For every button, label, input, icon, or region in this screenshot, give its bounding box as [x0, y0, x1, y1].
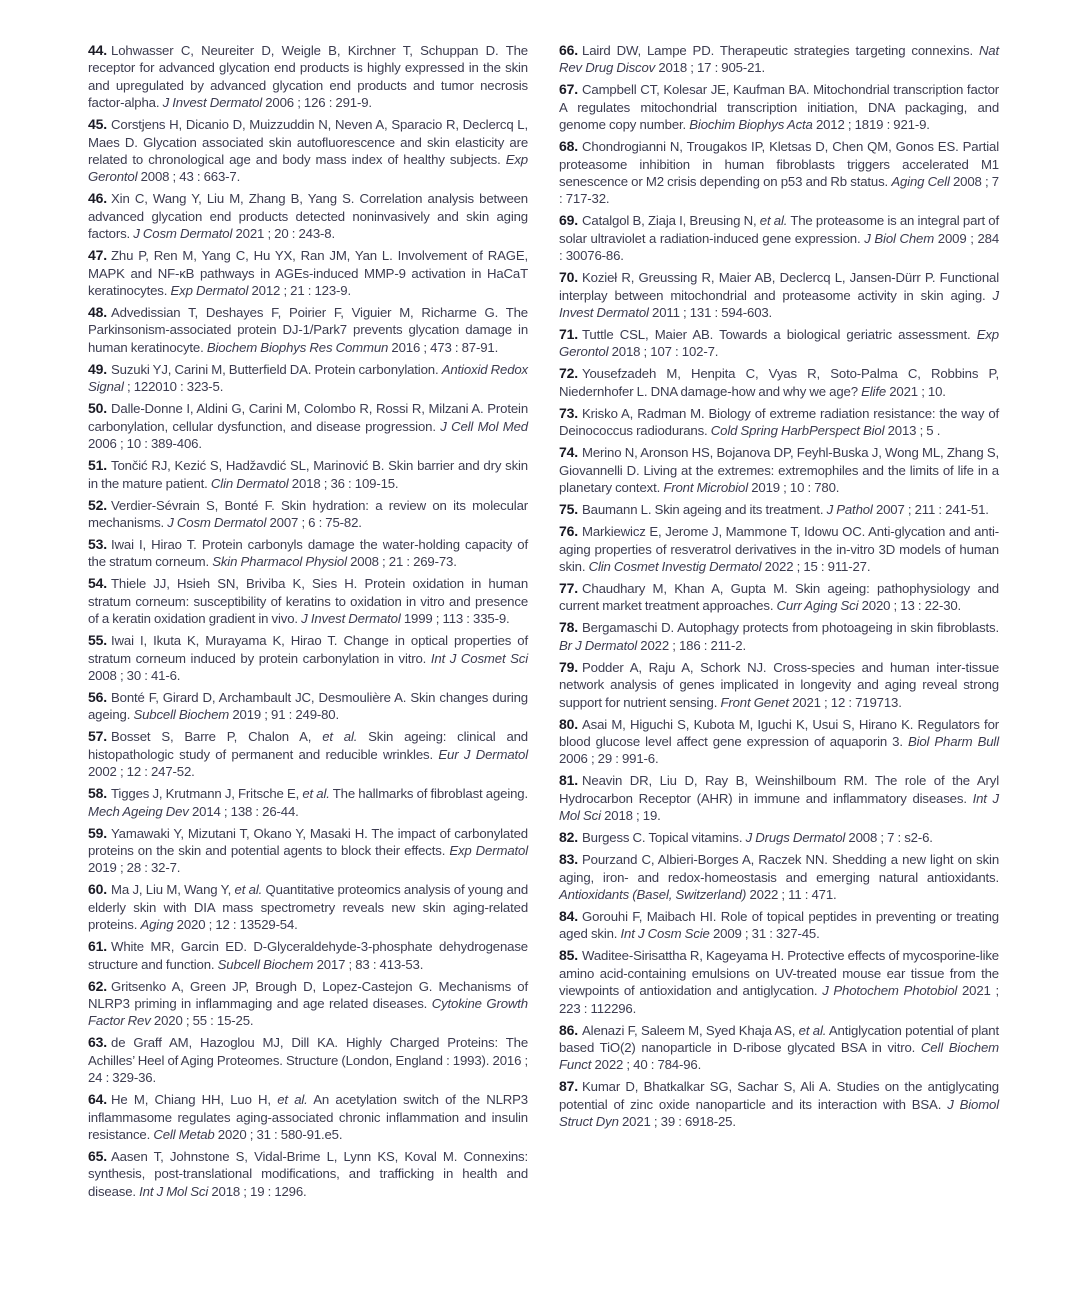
reference-entry — [559, 1022, 999, 1074]
reference-details: 2018 ; 17 : 905-21. — [658, 60, 765, 76]
reference-entry — [88, 42, 528, 112]
reference-number: 55. — [88, 632, 108, 649]
reference-title: Skin changes during ageing. — [88, 689, 528, 723]
reference-details: 2002 ; 12 : 247-52. — [88, 764, 195, 780]
reference-etal: et al. — [322, 729, 358, 745]
reference-journal: Front Microbiol — [663, 480, 748, 496]
reference-entry — [88, 497, 528, 532]
reference-authors: Iwai I, Hirao T. — [111, 536, 197, 552]
reference-entry — [559, 716, 999, 768]
reference-number: 62. — [88, 977, 108, 994]
reference-title: Autophagy protects from photoageing in skin fibroblasts. — [677, 620, 999, 636]
reference-journal: Int J Mol Sci — [559, 790, 999, 824]
reference-title: The receptor for advanced glycation end products is highly expressed in the skin and upregulated by advanced glycation end products and tumor necrosis factor-alpha. — [88, 43, 528, 111]
reference-authors: Bonté F, Girard D, Archambault JC, Desmoulière A. — [111, 689, 407, 705]
reference-journal: Subcell Biochem — [217, 956, 314, 972]
reference-entry — [88, 536, 528, 571]
reference-journal: Antioxidants (Basel, Switzerland) — [559, 886, 747, 902]
reference-number: 60. — [88, 881, 108, 898]
reference-details: 2016 ; 473 : 87-91. — [391, 339, 499, 355]
reference-details: 2012 ; 21 : 123-9. — [251, 283, 351, 299]
reference-entry — [559, 269, 999, 321]
reference-entry — [88, 190, 528, 242]
reference-authors: Tončić RJ, Kezić S, Hadžavdić SL, Marinović B. — [111, 458, 385, 474]
reference-entry — [88, 689, 528, 724]
reference-details: 2018 ; 36 : 109-15. — [291, 475, 399, 491]
reference-entry — [559, 365, 999, 400]
reference-number: 79. — [559, 658, 579, 675]
reference-journal: Exp Dermatol — [449, 842, 528, 858]
reference-authors: Krisko A, Radman M. — [582, 405, 705, 421]
reference-journal: Int J Cosm Scie — [620, 926, 710, 942]
reference-journal: Biol Pharm Bull — [907, 733, 999, 749]
reference-etal: et al. — [798, 1022, 827, 1038]
reference-authors: Yousefzadeh M, Henpita C, Vyas R, Soto-Palma C, Robbins P, Niedernhofer L. — [559, 366, 999, 399]
reference-journal: Int J Cosmet Sci — [430, 650, 529, 666]
reference-title: Protein oxidation in human stratum corneum: susceptibility of keratins to oxidation in vitro and presence of a keratin oxidation gradient in vivo. — [88, 576, 529, 627]
reference-title: Skin ageing and its treatment. — [654, 502, 824, 518]
reference-title: Involvement of RAGE, MAPK and NF-κB pathways in AGEs-induced MMP-9 activation in HaCaT keratinocytes. — [88, 248, 529, 299]
reference-title: Mechanisms of NLRP3 priming in inflammaging and age related diseases. — [88, 978, 528, 1011]
reference-details: 2009 ; 284 : 30076-86. — [559, 230, 1000, 264]
reference-details: 2020 ; 13 : 22-30. — [861, 598, 962, 614]
reference-title: Protective effects of mycosporine-like amino acid-containing emulsions on UV-treated mouse ear tissue from the viewpoints of antioxidation and antiglycation. — [559, 948, 999, 999]
reference-journal: Cold Spring HarbPerspect Biol — [710, 423, 885, 439]
reference-authors: Iwai I, Ikuta K, Murayama K, Hirao T. — [111, 633, 338, 649]
reference-details: ; 122010 : 323-5. — [126, 379, 224, 395]
reference-journal: Nat Rev Drug Discov — [559, 43, 1000, 76]
reference-journal: Cell Biochem Funct — [559, 1040, 999, 1073]
reference-title: Skin hydration: a review on its molecular mechanisms. — [88, 497, 528, 530]
reference-title: Glycation associated skin autofluorescence and skin elasticity are related to chronological age and body mass index of healthy subjects. — [88, 134, 529, 168]
reference-journal: Elife — [861, 383, 887, 399]
reference-number: 61. — [88, 938, 108, 955]
reference-journal: Exp Gerontol — [88, 152, 528, 185]
reference-details: 2021 ; 223 : 112296. — [559, 983, 999, 1016]
reference-title: Shedding a new light on skin aging, iron- and redox-homeostasis and emerging natural antioxidants. — [559, 852, 1000, 885]
reference-etal: et al. — [234, 882, 263, 898]
reference-authors: Ma J, Liu M, Wang Y, — [111, 882, 232, 898]
reference-title: Protein carbonylation, cellular dysfunction, and disease progression. — [88, 401, 529, 434]
reference-entry — [88, 361, 528, 396]
reference-journal: Subcell Biochem — [133, 707, 230, 723]
reference-title: The proteasome is an integral part of solar ultraviolet a radiation-induced gene expression. — [559, 213, 1000, 246]
reference-journal: Clin Cosmet Investig Dermatol — [588, 558, 762, 574]
reference-details: 2018 ; 19. — [604, 808, 661, 824]
reference-title: Biology of extreme radiation resistance: the way of Deinococcus radiodurans. — [559, 405, 1000, 439]
reference-number: 77. — [559, 579, 579, 596]
reference-title: The Parkinsonism-associated protein DJ-1/Park7 prevents glycation damage in human keratinocyte. — [88, 305, 528, 355]
reference-number: 46. — [88, 190, 108, 207]
reference-number: 48. — [88, 304, 108, 321]
reference-details: 2022 ; 40 : 784-96. — [594, 1057, 702, 1073]
reference-title: Highly Charged Proteins: The Achilles’ Heel of Aging Proteomes. Structure (London, England : 1993). — [88, 1035, 529, 1068]
reference-authors: Kumar D, Bhatkalkar SG, Sachar S, Ali A. — [582, 1079, 832, 1095]
reference-details: 2021 ; 39 : 6918-25. — [621, 1114, 736, 1130]
reference-journal: Exp Gerontol — [559, 327, 999, 360]
reference-journal: Cytokine Growth Factor Rev — [88, 996, 528, 1029]
reference-entry — [88, 825, 528, 877]
reference-column-right — [559, 42, 999, 1205]
reference-title: Connexins: synthesis, post-translational modifications, and trafficking in health and disease. — [88, 1149, 528, 1199]
reference-authors: Merino N, Aronson HS, Bojanova DP, Feyhl-Buska J, Wong ML, Zhang S, Giovannelli D. — [559, 445, 999, 478]
reference-entry — [559, 212, 999, 264]
reference-authors: Asai M, Higuchi S, Kubota M, Iguchi K, Usui S, Hirano K. — [582, 716, 914, 732]
reference-details: 2006 ; 10 : 389-406. — [88, 436, 202, 452]
reference-entry — [88, 116, 528, 186]
reference-entry — [88, 1148, 528, 1200]
reference-details: 2006 ; 29 : 991-6. — [559, 751, 659, 767]
reference-journal: Aging Cell — [891, 174, 950, 190]
reference-title: Quantitative proteomics analysis of young and elderly skin with DIA mass spectrometry reveals new skin aging-related proteins. — [88, 882, 529, 933]
reference-number: 64. — [88, 1091, 108, 1108]
reference-details: 2014 ; 138 : 26-44. — [191, 803, 299, 819]
reference-number: 85. — [559, 947, 579, 964]
reference-details: 2006 ; 126 : 291-9. — [265, 95, 372, 111]
reference-entry — [559, 947, 999, 1017]
reference-authors: Suzuki YJ, Carini M, Butterfield DA. — [111, 361, 312, 377]
reference-journal: J Pathol — [826, 502, 873, 518]
reference-authors: Pourzand C, Albieri-Borges A, Raczek NN. — [582, 852, 828, 868]
reference-journal: Cell Metab — [153, 1127, 215, 1143]
reference-number: 58. — [88, 785, 108, 802]
reference-authors: Catalgol B, Ziaja I, Breusing N, — [582, 213, 757, 229]
reference-authors: Xin C, Wang Y, Liu M, Zhang B, Yang S. — [111, 191, 355, 207]
reference-title: Protein carbonylation. — [314, 361, 439, 377]
reference-title: Cross-species and human inter-tissue network analysis of genes implicated in longevity and aging reveal strong support for nutrient sensing. — [559, 659, 1000, 710]
reference-authors: Tigges J, Krutmann J, Fritsche E, — [111, 786, 300, 802]
reference-details: 2007 ; 211 : 241-51. — [875, 502, 989, 518]
reference-number: 84. — [559, 907, 579, 924]
reference-title: Role of topical peptides in preventing or treating aged skin. — [559, 908, 999, 942]
reference-journal: J Cosm Dermatol — [167, 514, 267, 530]
reference-journal: J Invest Dermatol — [162, 95, 263, 111]
reference-number: 73. — [559, 404, 579, 421]
reference-authors: Laird DW, Lampe PD. — [582, 43, 715, 58]
reference-details: 2013 ; 5 . — [887, 423, 941, 439]
reference-number: 86. — [559, 1021, 579, 1038]
reference-number: 67. — [559, 81, 579, 98]
reference-number: 75. — [559, 501, 579, 518]
reference-details: 2008 ; 7 : s2-6. — [848, 830, 933, 846]
reference-entry — [559, 501, 999, 518]
reference-entry — [88, 1091, 528, 1143]
reference-authors: Lohwasser C, Neureiter D, Weigle B, Kirchner T, Schuppan D. — [111, 43, 499, 58]
reference-details: 2022 ; 186 : 211-2. — [640, 637, 746, 653]
reference-number: 66. — [559, 42, 579, 58]
reference-authors: He M, Chiang HH, Luo H, — [111, 1092, 271, 1108]
reference-title: Functional interplay between mitochondrial and proteasome activity in skin aging. — [559, 270, 999, 303]
reference-journal: Int J Mol Sci — [139, 1183, 209, 1199]
reference-journal: J Biol Chem — [864, 230, 935, 246]
reference-authors: de Graff AM, Hazoglou MJ, Dill KA. — [111, 1035, 338, 1051]
reference-authors: Tuttle CSL, Maier AB. — [582, 327, 714, 343]
reference-authors: Aasen T, Johnstone S, Vidal-Brime L, Lynn KS, Koval M. — [111, 1149, 458, 1165]
reference-entry — [88, 881, 528, 933]
reference-details: 2022 ; 15 : 911-27. — [764, 558, 871, 574]
reference-journal: Biochim Biophys Acta — [689, 117, 813, 133]
reference-entry — [559, 326, 999, 361]
reference-entry — [559, 405, 999, 440]
reference-number: 44. — [88, 42, 108, 58]
reference-details: 2020 ; 55 : 15-25. — [153, 1013, 254, 1029]
reference-journal: J Invest Dermatol — [559, 287, 999, 321]
reference-authors: Markiewicz E, Jerome J, Mammone T, Idowu OC. — [582, 524, 866, 540]
reference-title: Mitochondrial transcription factor A regulates mitochondrial transcription initiation, DNA packaging, and genome copy number. — [559, 82, 1000, 133]
reference-title: Living at the extremes: extremophiles and the limits of life in a planetary context. — [559, 462, 999, 496]
reference-number: 81. — [559, 772, 579, 789]
reference-list — [88, 42, 1010, 1205]
reference-journal: Skin Pharmacol Physiol — [212, 554, 347, 570]
reference-details: 2007 ; 6 : 75-82. — [269, 514, 362, 530]
reference-details: 2018 ; 107 : 102-7. — [611, 344, 719, 360]
reference-title: The impact of carbonylated proteins on the skin and potential agents to block their effects. — [88, 825, 528, 858]
reference-number: 76. — [559, 523, 579, 540]
reference-details: 2019 ; 28 : 32-7. — [88, 860, 181, 876]
reference-details: 2016 ; 24 : 329-36. — [88, 1052, 529, 1086]
reference-entry — [559, 619, 999, 654]
reference-entry — [559, 1078, 999, 1130]
reference-title: Antiglycation potential of plant based TiO(2) nanoparticle in D-ribose glycated BSA in vitro. — [559, 1022, 999, 1055]
reference-entry — [559, 908, 999, 943]
reference-title: Anti-glycation and anti-aging properties of resveratrol derivatives in the in-vitro 3D models of human skin. — [559, 524, 999, 574]
reference-column-left — [88, 42, 528, 1205]
reference-number: 87. — [559, 1078, 579, 1095]
reference-details: 2011 ; 131 : 594-603. — [652, 305, 773, 321]
reference-entry — [88, 400, 528, 452]
reference-title: An acetylation switch of the NLRP3 inflammasome regulates aging-associated chronic inflammation and insulin resistance. — [88, 1092, 528, 1143]
reference-journal: J Cell Mol Med — [440, 418, 528, 434]
reference-entry — [559, 42, 999, 77]
reference-number: 70. — [559, 269, 579, 286]
reference-title: Skin ageing: pathophysiology and current market treatment approaches. — [559, 580, 999, 614]
reference-entry — [88, 632, 528, 684]
reference-authors: Advedissian T, Deshayes F, Poirier F, Viguier M, Richarme G. — [111, 305, 499, 321]
reference-details: 2019 ; 91 : 249-80. — [232, 707, 340, 723]
reference-journal: Exp Dermatol — [170, 283, 249, 299]
reference-entry — [559, 81, 999, 133]
reference-entry — [559, 580, 999, 615]
reference-number: 45. — [88, 116, 108, 133]
reference-authors: Thiele JJ, Hsieh SN, Briviba K, Sies H. — [111, 576, 358, 592]
reference-journal: J Drugs Dermatol — [745, 830, 846, 846]
reference-details: 2017 ; 83 : 413-53. — [316, 956, 424, 972]
reference-authors: Corstjens H, Dicanio D, Muizzuddin N, Neven A, Sparacio R, Declercq L, Maes D. — [88, 117, 528, 150]
reference-number: 54. — [88, 575, 108, 592]
reference-title: Regulators for blood glucose level affect gene expression of aquaporin 3. — [559, 716, 999, 749]
reference-authors: Waditee-Sirisattha R, Kageyama H. — [582, 948, 784, 964]
reference-journal: Br J Dermatol — [559, 637, 638, 653]
reference-number: 51. — [88, 457, 108, 474]
reference-entry — [559, 444, 999, 496]
reference-number: 52. — [88, 496, 108, 513]
reference-journal: Curr Aging Sci — [776, 598, 859, 614]
reference-details: 2021 ; 10. — [889, 383, 946, 399]
reference-journal: J Biomol Struct Dyn — [559, 1096, 999, 1130]
reference-journal: Front Genet — [720, 694, 789, 710]
reference-authors: Alenazi F, Saleem M, Syed Khaja AS, — [582, 1022, 796, 1038]
reference-entry — [559, 829, 999, 846]
reference-entry — [88, 575, 528, 627]
reference-authors: Campbell CT, Kolesar JE, Kaufman BA. — [582, 82, 810, 98]
reference-authors: Podder A, Raju A, Schork NJ. — [582, 659, 767, 675]
reference-authors: Neavin DR, Liu D, Ray B, Weinshilboum RM. — [582, 773, 868, 789]
reference-authors: Chondrogianni N, Trougakos IP, Kletsas D, Chen QM, Gonos ES. — [582, 139, 959, 155]
reference-details: 2018 ; 19 : 1296. — [211, 1183, 307, 1199]
reference-journal: Clin Dermatol — [210, 475, 289, 491]
reference-authors: Chaudhary M, Khan A, Gupta M. — [582, 580, 788, 596]
reference-entry — [559, 523, 999, 575]
reference-title: D-Glyceraldehyde-3-phosphate dehydrogenase structure and function. — [88, 939, 528, 972]
reference-entry — [88, 1034, 528, 1086]
reference-title: Therapeutic strategies targeting connexins. — [719, 43, 973, 58]
reference-details: 2008 ; 43 : 663-7. — [140, 169, 241, 185]
reference-entry — [88, 785, 528, 820]
reference-authors: Kozieł R, Greussing R, Maier AB, Declercq L, Jansen-Dürr P. — [582, 270, 936, 286]
reference-title: Protein carbonyls damage the water-holding capacity of the stratum corneum. — [88, 536, 528, 570]
reference-number: 57. — [88, 728, 108, 745]
reference-journal: Mech Ageing Dev — [88, 803, 189, 819]
reference-title: Correlation analysis between advanced glycation end products detected noninvasively and skin aging factors. — [88, 191, 528, 242]
reference-number: 83. — [559, 851, 579, 868]
reference-details: 2022 ; 11 : 471. — [749, 886, 837, 902]
reference-number: 68. — [559, 138, 579, 155]
reference-number: 47. — [88, 247, 108, 264]
reference-journal: J Photochem Photobiol — [822, 983, 958, 999]
reference-journal: Antioxid Redox Signal — [88, 361, 529, 395]
reference-journal: Aging — [140, 917, 174, 933]
reference-number: 74. — [559, 444, 579, 461]
reference-number: 50. — [88, 400, 108, 417]
reference-entry — [88, 457, 528, 492]
reference-details: 2019 ; 10 : 780. — [751, 480, 840, 496]
reference-details: 2021 ; 12 : 719713. — [792, 694, 902, 710]
reference-entry — [559, 659, 999, 711]
reference-details: 2009 ; 31 : 327-45. — [712, 926, 820, 942]
reference-title: Towards a biological geriatric assessment. — [719, 327, 971, 343]
reference-title: The hallmarks of fibroblast ageing. — [332, 786, 528, 802]
reference-title: DNA damage-how and why we age? — [650, 383, 858, 399]
reference-title: Studies on the antiglycating potential of zinc oxide nanoparticle and its interaction with BSA. — [559, 1079, 999, 1112]
reference-etal: et al. — [759, 213, 788, 229]
reference-entry — [88, 978, 528, 1030]
reference-number: 80. — [559, 715, 579, 732]
reference-details: 2020 ; 12 : 13529-54. — [176, 917, 298, 933]
reference-authors: Gorouhi F, Maibach HI. — [582, 908, 717, 924]
reference-details: 2008 ; 7 : 717-32. — [559, 174, 999, 207]
reference-number: 71. — [559, 326, 579, 343]
reference-entry — [88, 247, 528, 299]
reference-title: Skin ageing: clinical and histopathologic study of permanent and reducible wrinkles. — [88, 729, 528, 762]
reference-number: 69. — [559, 212, 579, 229]
reference-authors: Dalle-Donne I, Aldini G, Carini M, Colombo R, Rossi R, Milzani A. — [111, 401, 484, 417]
reference-title: Change in optical properties of stratum corneum induced by protein carbonylation in vitro. — [88, 633, 528, 666]
reference-number: 72. — [559, 365, 579, 382]
reference-entry — [88, 304, 528, 356]
reference-number: 63. — [88, 1034, 108, 1051]
reference-entry — [559, 138, 999, 208]
reference-etal: et al. — [277, 1092, 308, 1108]
reference-number: 65. — [88, 1148, 108, 1165]
reference-details: 2012 ; 1819 : 921-9. — [815, 117, 930, 133]
reference-entry — [559, 851, 999, 903]
reference-details: 2008 ; 30 : 41-6. — [88, 667, 181, 683]
reference-number: 56. — [88, 688, 108, 705]
reference-title: Partial proteasome inhibition in human fibroblasts triggers accelerated M1 senescence or M2 crisis depending on p53 and Rb status. — [559, 139, 999, 190]
reference-authors: Gritsenko A, Green JP, Brough D, Lopez-Castejon G. — [111, 978, 433, 994]
reference-journal: Biochem Biophys Res Commun — [206, 339, 389, 355]
reference-number: 49. — [88, 360, 108, 377]
reference-authors: Bosset S, Barre P, Chalon A, — [111, 729, 312, 745]
reference-number: 59. — [88, 824, 108, 841]
reference-journal: J Cosm Dermatol — [133, 226, 233, 242]
reference-number: 82. — [559, 829, 579, 846]
reference-authors: Bergamaschi D. — [582, 620, 675, 636]
reference-details: 2021 ; 20 : 243-8. — [235, 226, 335, 242]
reference-authors: White MR, Garcin ED. — [111, 939, 247, 955]
reference-entry — [88, 938, 528, 973]
reference-number: 78. — [559, 619, 579, 636]
reference-title: The role of the Aryl Hydrocarbon Receptor (AHR) in immune and inflammatory diseases. — [559, 773, 999, 806]
reference-title: Topical vitamins. — [648, 830, 743, 846]
reference-authors: Verdier-Sévrain S, Bonté F. — [111, 497, 275, 513]
reference-entry — [88, 728, 528, 780]
reference-number: 53. — [88, 535, 108, 552]
reference-journal: Eur J Dermatol — [438, 746, 528, 762]
reference-authors: Yamawaki Y, Mizutani T, Okano Y, Masaki H. — [111, 825, 368, 841]
reference-authors: Zhu P, Ren M, Yang C, Hu YX, Ran JM, Yan L. — [111, 248, 393, 264]
reference-authors: Baumann L. — [582, 502, 652, 518]
reference-authors: Burgess C. — [582, 830, 646, 846]
reference-journal: J Invest Dermatol — [301, 611, 401, 627]
reference-details: 2008 ; 21 : 269-73. — [350, 554, 457, 570]
reference-details: 1999 ; 113 : 335-9. — [403, 611, 510, 627]
reference-etal: et al. — [302, 786, 330, 802]
reference-details: 2020 ; 31 : 580-91.e5. — [217, 1127, 343, 1143]
reference-title: Skin barrier and dry skin in the mature patient. — [88, 458, 528, 491]
reference-entry — [559, 772, 999, 824]
